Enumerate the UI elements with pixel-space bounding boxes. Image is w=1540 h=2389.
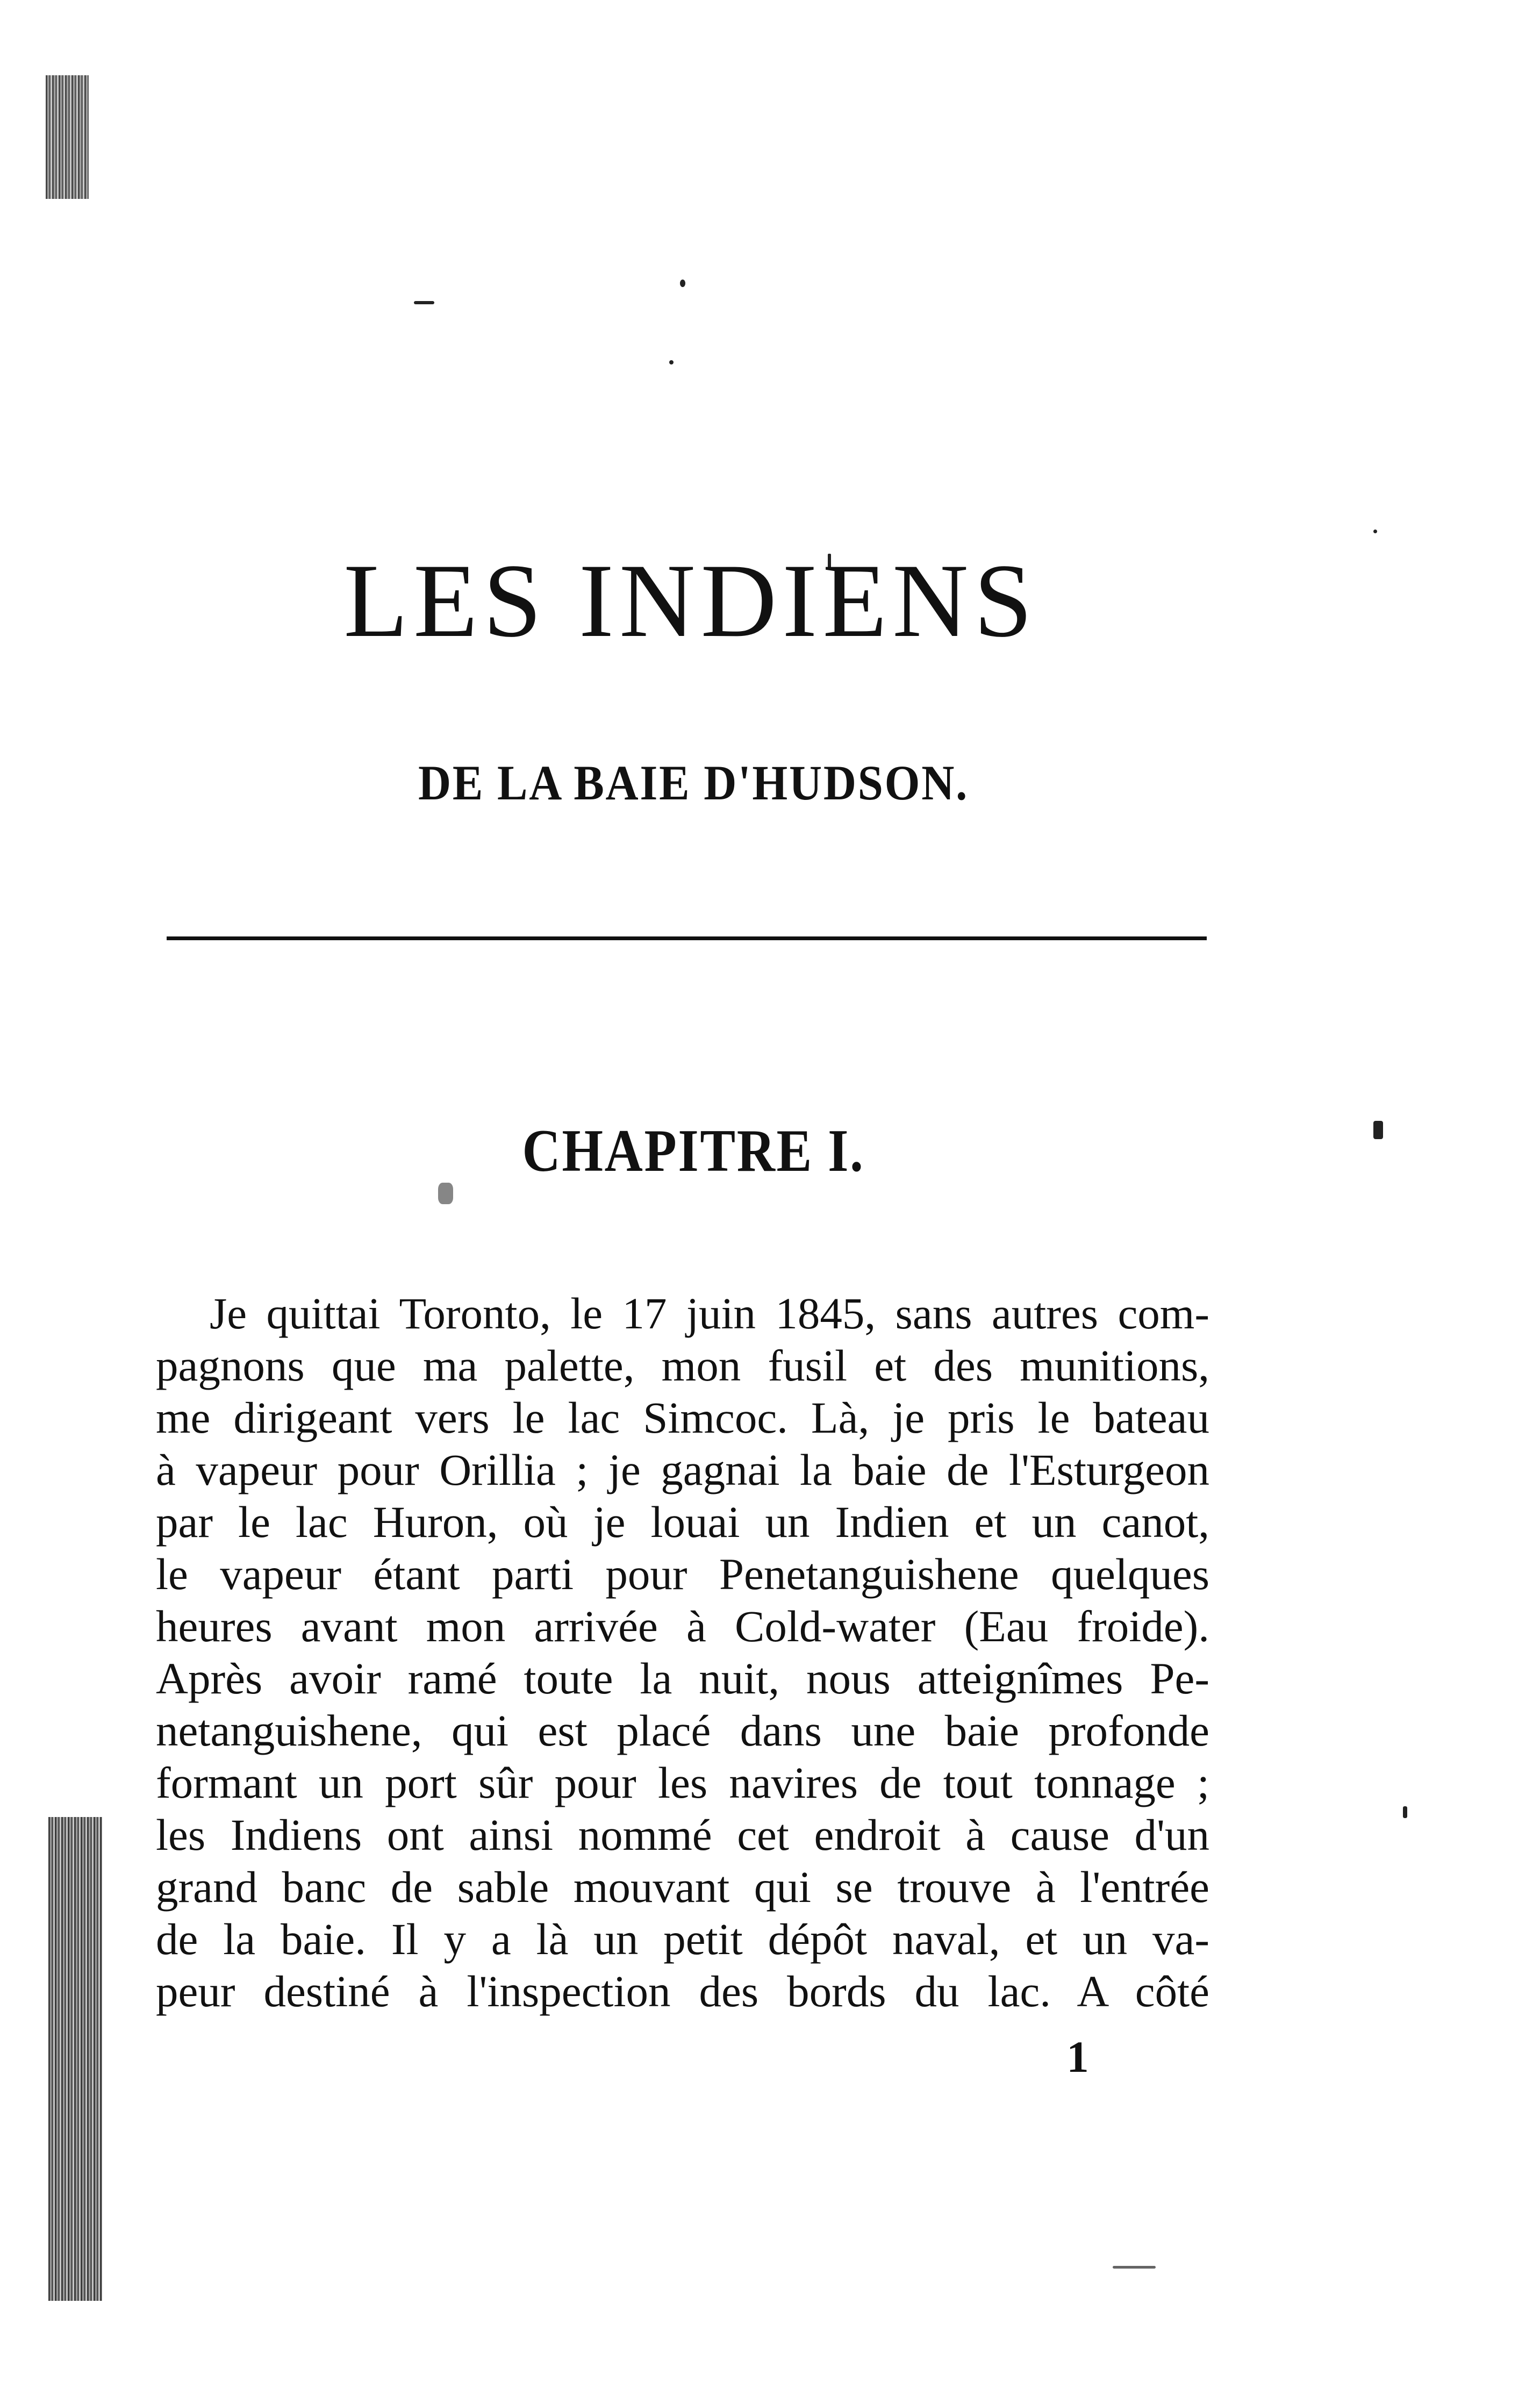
text-line: Je quittai Toronto, le 17 juin 1845, sans autres com- [210,1289,1209,1338]
text-line: par le lac Huron, où je louai un Indien et un canot, [156,1497,1209,1547]
text-line: netanguishene, qui est placé dans une baie profonde [156,1706,1209,1755]
text-line: à vapeur pour Orillia ; je gagnai la baie de l'Esturgeon [156,1445,1209,1494]
text-line: formant un port sûr pour les navires de tout tonnage ; [156,1758,1209,1807]
scan-speck [1373,1121,1383,1139]
chapter-paragraph [156,1288,1209,2018]
scan-speck [438,1183,453,1204]
title-divider-rule [167,936,1207,940]
book-subtitle: DE LA BAIE D'HUDSON. [418,755,969,810]
scan-speck [1403,1806,1407,1818]
page-number: 1 [1066,2032,1089,2082]
scan-speck [669,360,674,364]
text-line: pagnons que ma palette, mon fusil et des munitions, [156,1341,1209,1390]
binding-shadow-bottom [48,1817,102,2301]
text-line: Après avoir ramé toute la nuit, nous atteignîmes Pe- [156,1654,1209,1703]
text-line: peur destiné à l'inspection des bords du lac. A côté [156,1966,1209,2016]
scan-speck [680,280,685,287]
chapter-heading: CHAPITRE I. [522,1118,865,1184]
text-line: heures avant mon arrivée à Cold-water (Eau froide). [156,1601,1209,1651]
text-line: les Indiens ont ainsi nommé cet endroit à cause d'un [156,1810,1209,1859]
binding-shadow-top [46,75,89,199]
text-line: le vapeur étant parti pour Penetanguishene quelques [156,1549,1209,1599]
scan-speck [1113,2266,1156,2269]
scan-speck [414,301,434,304]
text-line: de la baie. Il y a là un petit dépôt naval, et un va- [156,1914,1209,1964]
scan-speck [1373,530,1377,533]
text-line: me dirigeant vers le lac Simcoc. Là, je pris le bateau [156,1393,1209,1442]
text-line: grand banc de sable mouvant qui se trouve à l'entrée [156,1862,1209,1912]
book-title: LES INDIENS [343,542,1038,659]
